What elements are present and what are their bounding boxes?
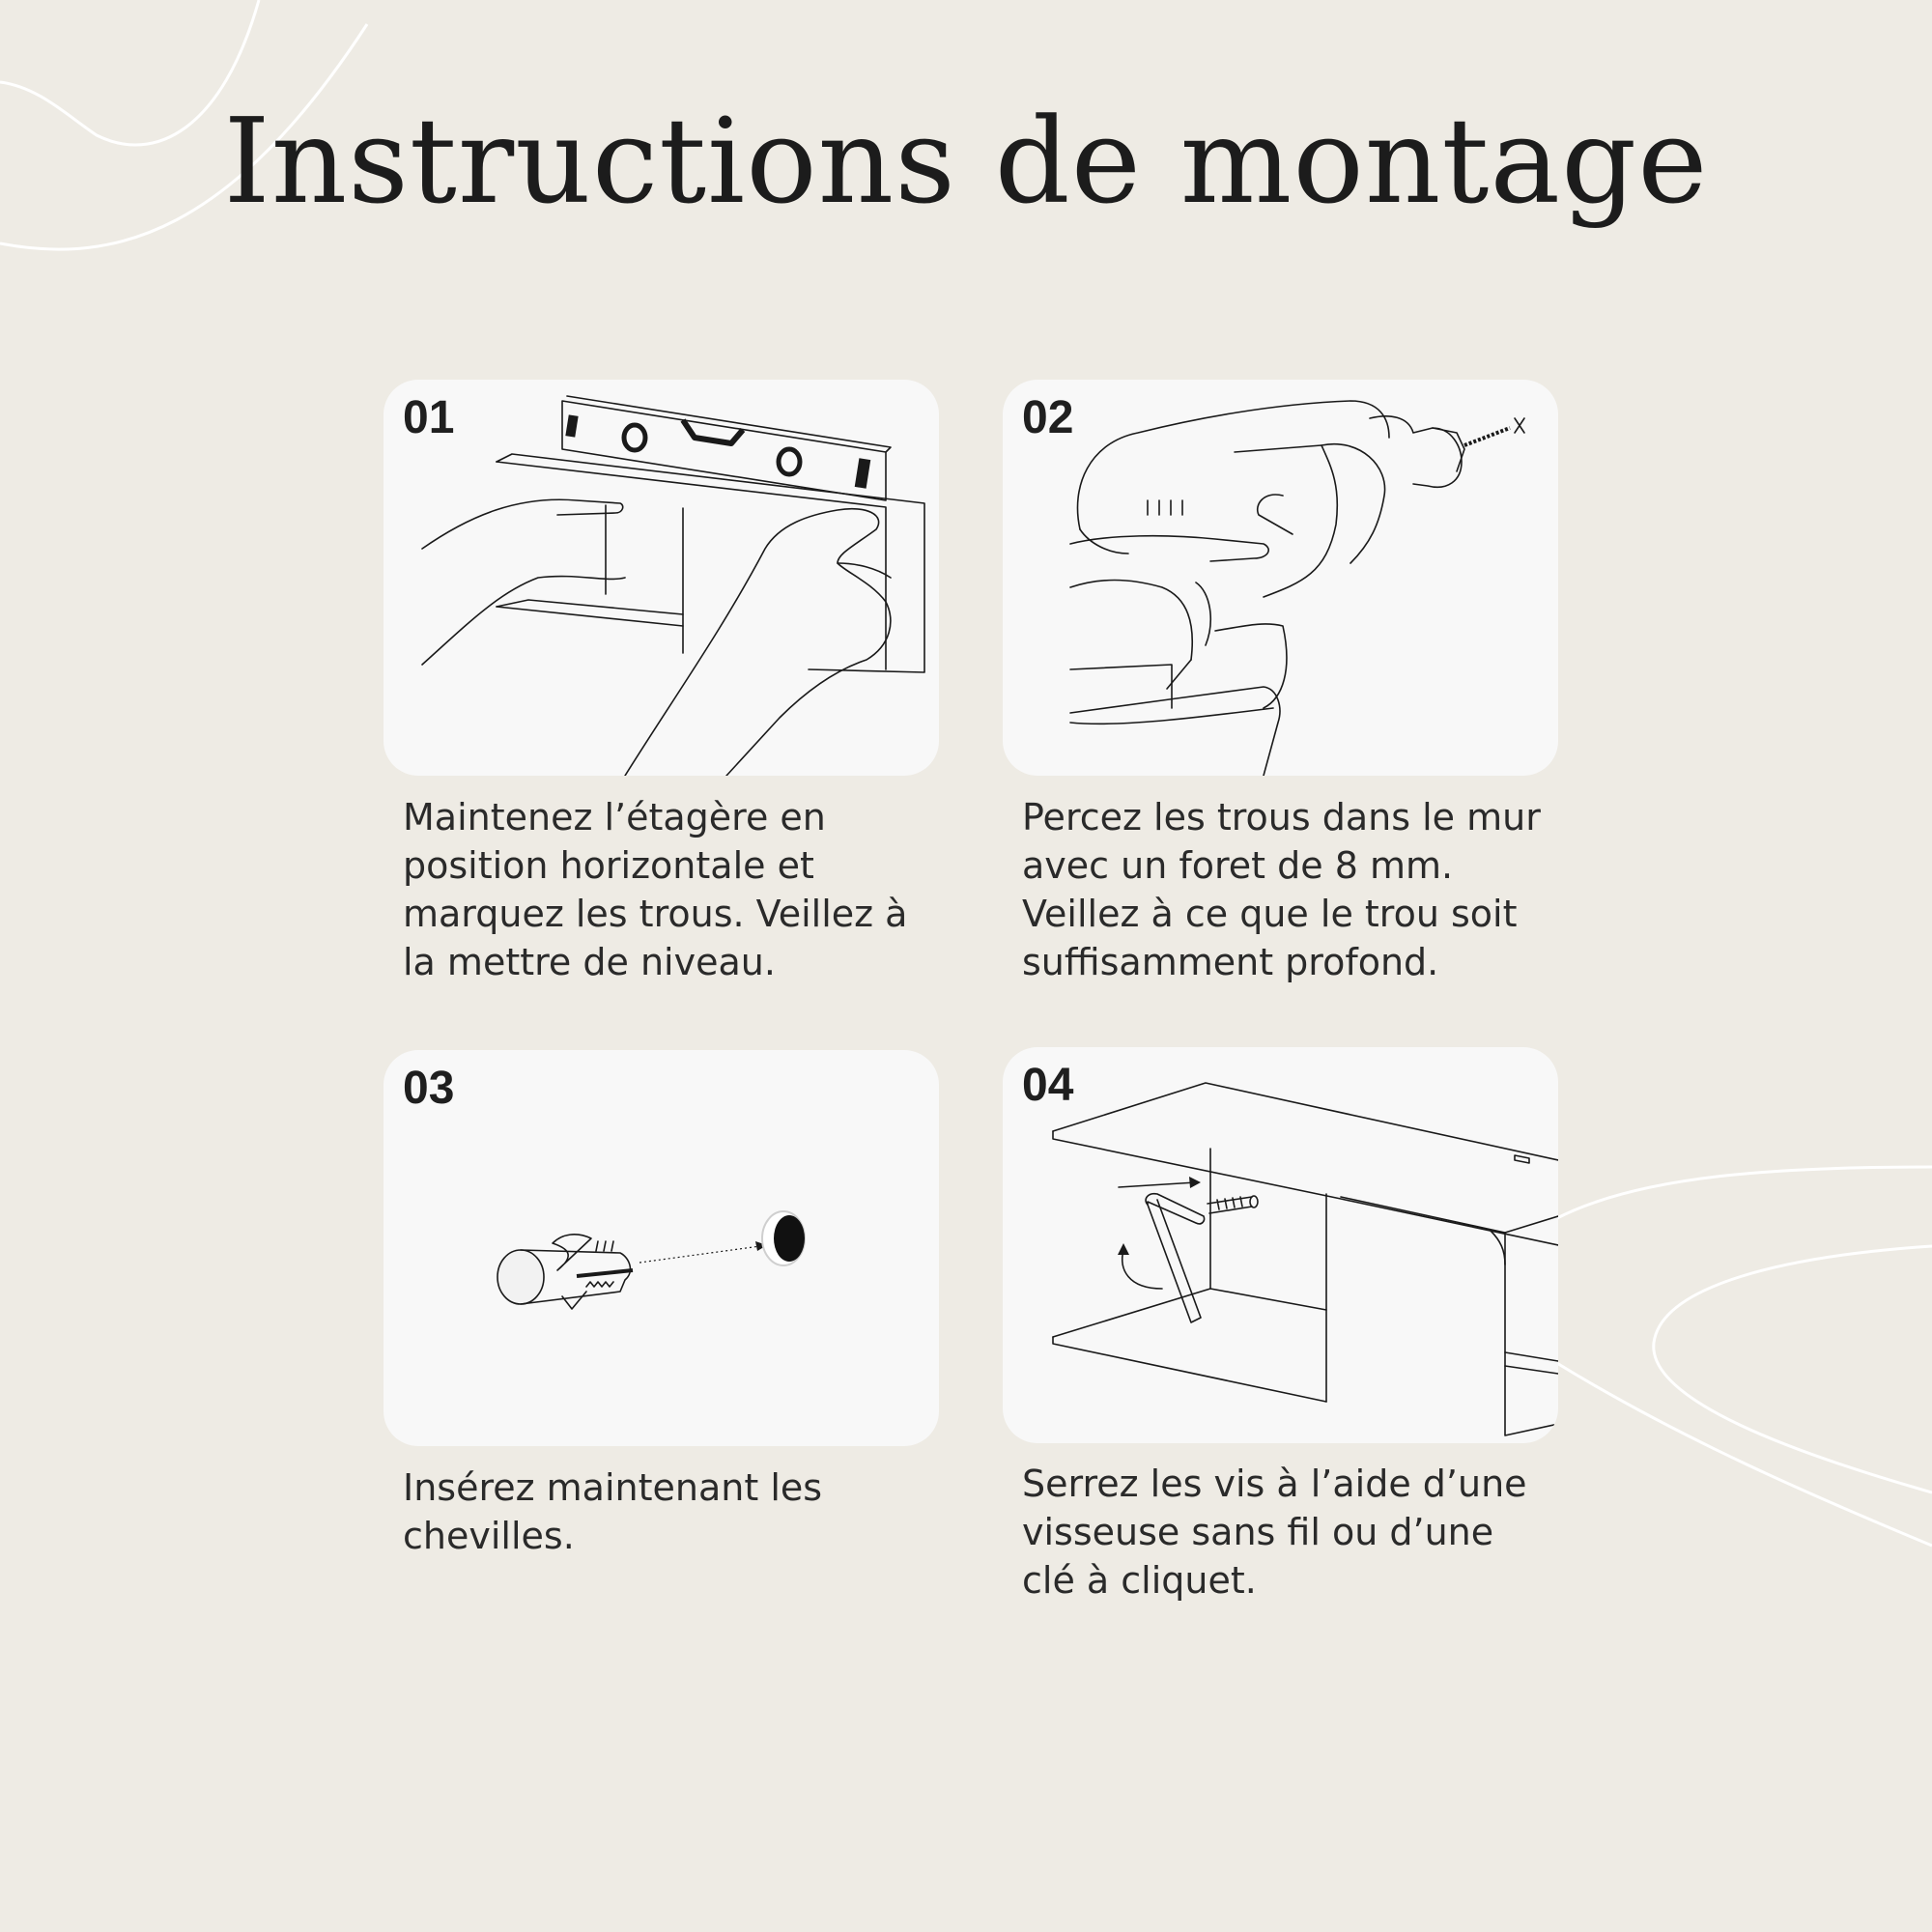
desc-line: visseuse sans fil ou d’une [1022, 1511, 1494, 1553]
allen-key-icon [1003, 1047, 1558, 1443]
step-description-04 [1022, 1460, 1573, 1605]
desc-line: Maintenez l’étagère en [403, 796, 826, 838]
step-card-03 [384, 1050, 939, 1446]
desc-line: Serrez les vis à l’aide d’une [1022, 1463, 1527, 1505]
desc-line: la mettre de niveau. [403, 941, 776, 983]
step-description-02 [1022, 793, 1573, 986]
desc-line: Insérez maintenant les [403, 1466, 823, 1509]
desc-line: Percez les trous dans le mur [1022, 796, 1541, 838]
step-card-04 [1003, 1047, 1558, 1443]
desc-line: clé à cliquet. [1022, 1559, 1257, 1602]
step-card-02 [1003, 380, 1558, 776]
desc-line: avec un foret de 8 mm. [1022, 844, 1454, 887]
step-number: 02 [1022, 392, 1074, 443]
desc-line: suffisamment profond. [1022, 941, 1439, 983]
desc-line: chevilles. [403, 1515, 575, 1557]
wall-plug-icon [384, 1050, 939, 1446]
drill-icon [1003, 380, 1558, 776]
step-number: 03 [403, 1063, 455, 1114]
step-description-03 [403, 1463, 953, 1560]
desc-line: position horizontale et [403, 844, 814, 887]
desc-line: Veillez à ce que le trou soit [1022, 893, 1518, 935]
step-card-01 [384, 380, 939, 776]
step-number: 04 [1022, 1060, 1074, 1111]
page-title: Instructions de montage [223, 93, 1709, 230]
desc-line: marquez les trous. Veillez à [403, 893, 908, 935]
spirit-level-icon [384, 380, 939, 776]
step-number: 01 [403, 392, 455, 443]
step-description-01 [403, 793, 953, 986]
